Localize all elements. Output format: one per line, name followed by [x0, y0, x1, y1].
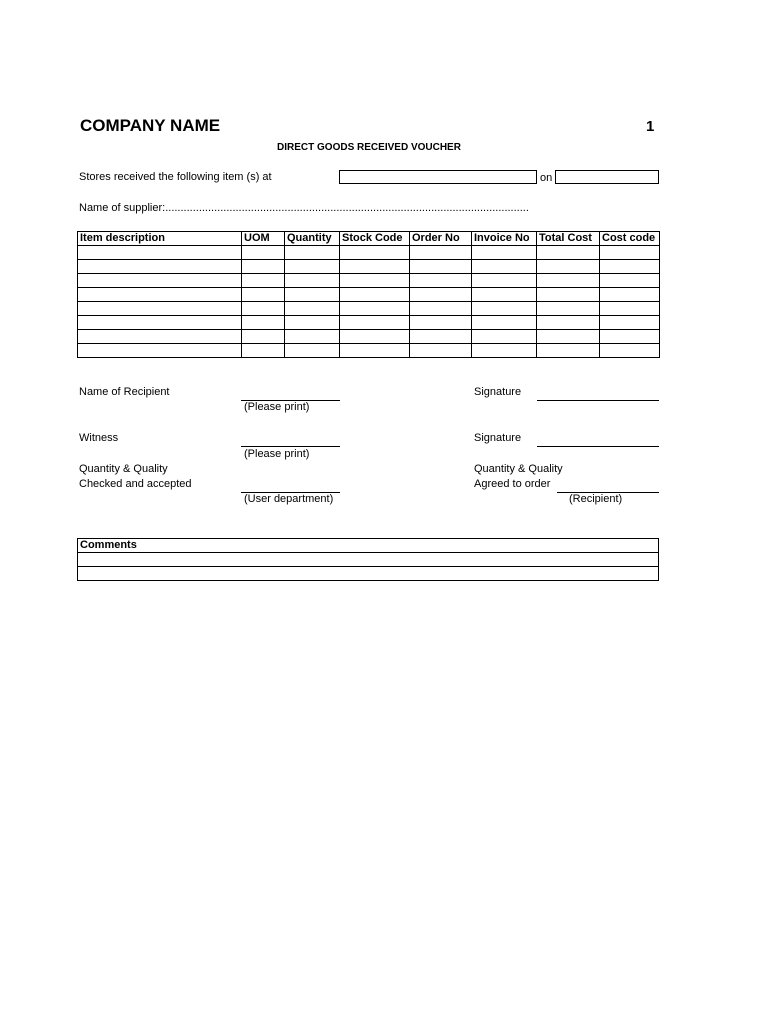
comments-row [78, 553, 659, 567]
comments-row [78, 567, 659, 581]
recipient-print-hint: (Please print) [244, 401, 310, 413]
table-cell[interactable] [242, 302, 285, 316]
table-cell[interactable] [600, 344, 660, 358]
col-stock-code: Stock Code [340, 232, 410, 246]
col-cost-code: Cost code [600, 232, 660, 246]
qq-agreed-label-2: Agreed to order [474, 478, 551, 490]
table-cell[interactable] [78, 344, 242, 358]
table-cell[interactable] [600, 330, 660, 344]
location-field[interactable] [339, 170, 537, 184]
qq-checked-label-2: Checked and accepted [79, 478, 192, 490]
table-cell[interactable] [537, 246, 600, 260]
table-cell[interactable] [410, 274, 472, 288]
comments-cell[interactable] [78, 553, 659, 567]
table-cell[interactable] [472, 288, 537, 302]
table-cell[interactable] [242, 330, 285, 344]
table-row [78, 316, 660, 330]
signature-label-2: Signature [474, 432, 522, 444]
supplier-label: Name of supplier:....................................................................................................................... [79, 202, 529, 214]
table-cell[interactable] [340, 344, 410, 358]
table-cell[interactable] [410, 344, 472, 358]
table-row [78, 260, 660, 274]
table-cell[interactable] [537, 316, 600, 330]
table-cell[interactable] [600, 316, 660, 330]
comments-header: Comments [78, 539, 659, 553]
table-cell[interactable] [78, 288, 242, 302]
table-cell[interactable] [537, 288, 600, 302]
table-cell[interactable] [340, 330, 410, 344]
table-cell[interactable] [537, 330, 600, 344]
table-row [78, 330, 660, 344]
table-cell[interactable] [537, 302, 600, 316]
table-row [78, 288, 660, 302]
table-cell[interactable] [340, 274, 410, 288]
table-cell[interactable] [242, 246, 285, 260]
company-name: COMPANY NAME [80, 116, 221, 135]
table-cell[interactable] [340, 260, 410, 274]
table-cell[interactable] [472, 330, 537, 344]
table-cell[interactable] [537, 274, 600, 288]
table-cell[interactable] [340, 288, 410, 302]
signature-line-1[interactable] [537, 400, 659, 401]
col-uom: UOM [242, 232, 285, 246]
witness-label: Witness [79, 432, 119, 444]
table-row [78, 344, 660, 358]
table-cell[interactable] [410, 246, 472, 260]
table-cell[interactable] [472, 246, 537, 260]
table-cell[interactable] [472, 344, 537, 358]
table-cell[interactable] [78, 260, 242, 274]
table-row [78, 246, 660, 260]
signature-label-1: Signature [474, 386, 522, 398]
table-row [78, 302, 660, 316]
user-department-hint: (User department) [244, 493, 334, 505]
table-cell[interactable] [410, 316, 472, 330]
qq-agreed-label-1: Quantity & Quality [474, 463, 563, 475]
table-cell[interactable] [600, 288, 660, 302]
recipient-role-hint: (Recipient) [569, 493, 623, 505]
date-field[interactable] [555, 170, 659, 184]
table-cell[interactable] [600, 274, 660, 288]
col-total-cost: Total Cost [537, 232, 600, 246]
table-cell[interactable] [78, 274, 242, 288]
comments-header-row [78, 539, 659, 553]
items-table-header-row [78, 232, 660, 246]
signature-line-2[interactable] [537, 446, 659, 447]
table-cell[interactable] [78, 316, 242, 330]
recipient-name-label: Name of Recipient [79, 386, 170, 398]
table-cell[interactable] [600, 302, 660, 316]
table-cell[interactable] [242, 288, 285, 302]
table-cell[interactable] [78, 330, 242, 344]
table-cell[interactable] [242, 260, 285, 274]
table-cell[interactable] [78, 302, 242, 316]
table-cell[interactable] [410, 330, 472, 344]
table-cell[interactable] [410, 302, 472, 316]
witness-name-line[interactable] [241, 446, 340, 447]
table-cell[interactable] [472, 260, 537, 274]
table-cell[interactable] [600, 260, 660, 274]
table-cell[interactable] [410, 288, 472, 302]
table-cell[interactable] [472, 302, 537, 316]
qq-checked-label-1: Quantity & Quality [79, 463, 168, 475]
table-cell[interactable] [285, 302, 340, 316]
col-invoice-no: Invoice No [472, 232, 537, 246]
table-cell[interactable] [340, 302, 410, 316]
table-cell[interactable] [285, 274, 340, 288]
col-quantity: Quantity [285, 232, 340, 246]
comments-table [77, 538, 659, 581]
table-cell[interactable] [472, 274, 537, 288]
table-cell[interactable] [285, 246, 340, 260]
table-cell[interactable] [78, 246, 242, 260]
table-cell[interactable] [410, 260, 472, 274]
table-cell[interactable] [285, 316, 340, 330]
comments-cell[interactable] [78, 567, 659, 581]
on-label: on [540, 172, 553, 184]
table-cell[interactable] [340, 246, 410, 260]
page-number: 1 [646, 118, 655, 135]
table-cell[interactable] [242, 274, 285, 288]
table-cell[interactable] [285, 344, 340, 358]
col-item-description: Item description [78, 232, 242, 246]
table-cell[interactable] [285, 330, 340, 344]
table-cell[interactable] [472, 316, 537, 330]
col-order-no: Order No [410, 232, 472, 246]
items-table [77, 231, 660, 358]
stores-received-label: Stores received the following item (s) at [79, 171, 272, 183]
voucher-title: DIRECT GOODS RECEIVED VOUCHER [277, 142, 461, 153]
table-cell[interactable] [242, 316, 285, 330]
table-row [78, 274, 660, 288]
table-cell[interactable] [537, 260, 600, 274]
table-cell[interactable] [285, 260, 340, 274]
table-cell[interactable] [285, 288, 340, 302]
table-cell[interactable] [600, 246, 660, 260]
table-cell[interactable] [340, 316, 410, 330]
table-cell[interactable] [537, 344, 600, 358]
table-cell[interactable] [242, 344, 285, 358]
witness-print-hint: (Please print) [244, 448, 310, 460]
